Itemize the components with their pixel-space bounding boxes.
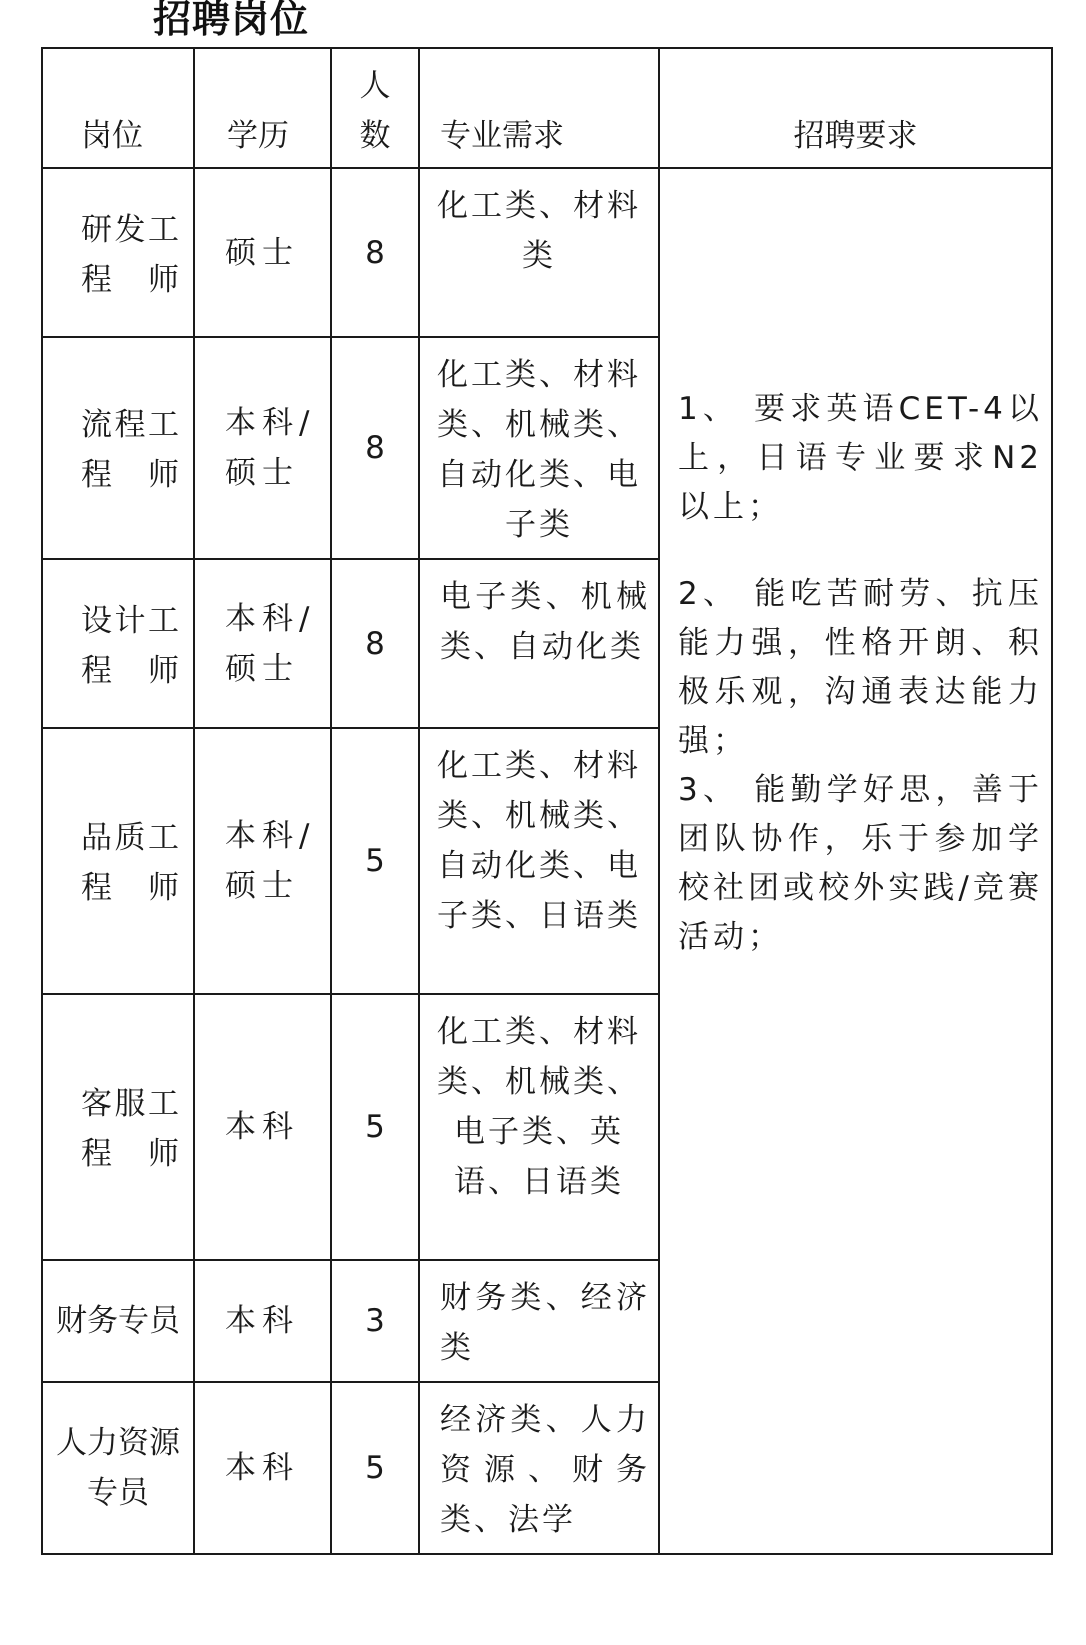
requirement-item-2: 2、 能吃苦耐劳、抗压能力强，性格开朗、积极乐观，沟通表达能力强； bbox=[678, 576, 1043, 759]
position-cell: 财务专员 bbox=[42, 1260, 194, 1382]
major-cell: 化工类、材料类、机械类、电子类、英语、日语类 bbox=[419, 994, 659, 1260]
count-cell: 5 bbox=[331, 1382, 419, 1554]
education-cell: 本科/硕士 bbox=[194, 337, 331, 559]
header-position: 岗位 bbox=[42, 48, 194, 168]
count-cell: 5 bbox=[331, 994, 419, 1260]
major-cell: 化工类、材料类、机械类、自动化类、电子类 bbox=[419, 337, 659, 559]
header-count-line2: 数 bbox=[359, 118, 391, 154]
count-cell: 8 bbox=[331, 559, 419, 728]
major-cell: 电子类、机械类、自动化类 bbox=[419, 559, 659, 728]
education-cell: 硕士 bbox=[194, 168, 331, 337]
requirement-item-1: 1、 要求英语CET-4以上，日语专业要求N2以上； bbox=[678, 391, 1043, 525]
major-cell: 财务类、经济类 bbox=[419, 1260, 659, 1382]
position-cell: 客服工程师 bbox=[42, 994, 194, 1260]
header-requirements: 招聘要求 bbox=[659, 48, 1052, 168]
count-cell: 8 bbox=[331, 337, 419, 559]
education-cell: 本科/硕士 bbox=[194, 559, 331, 728]
position-cell: 流程工程师 bbox=[42, 337, 194, 559]
major-cell: 经济类、人力资源、财务类、法学 bbox=[419, 1382, 659, 1554]
education-cell: 本科/硕士 bbox=[194, 728, 331, 994]
major-cell: 化工类、材料类、机械类、自动化类、电子类、日语类 bbox=[419, 728, 659, 994]
header-count bbox=[331, 48, 419, 168]
header-major: 专业需求 bbox=[419, 48, 659, 168]
table-row bbox=[42, 168, 1052, 337]
position-cell: 研发工程师 bbox=[42, 168, 194, 337]
education-cell: 本科 bbox=[194, 1382, 331, 1554]
requirements-cell bbox=[659, 168, 1052, 1554]
education-cell: 本科 bbox=[194, 1260, 331, 1382]
count-cell: 5 bbox=[331, 728, 419, 994]
count-cell: 8 bbox=[331, 168, 419, 337]
page-title: 招聘岗位 bbox=[153, 0, 310, 41]
recruitment-table bbox=[41, 47, 1053, 1555]
position-cell: 人力资源专员 bbox=[42, 1382, 194, 1554]
position-cell: 品质工程师 bbox=[42, 728, 194, 994]
requirement-item-3: 3、 能勤学好思，善于团队协作，乐于参加学校社团或校外实践/竞赛活动； bbox=[678, 772, 1043, 955]
major-cell: 化工类、材料类 bbox=[419, 168, 659, 337]
header-count-line1: 人 bbox=[359, 68, 391, 104]
position-cell: 设计工程师 bbox=[42, 559, 194, 728]
header-education: 学历 bbox=[194, 48, 331, 168]
table-header-row bbox=[42, 48, 1052, 168]
count-cell: 3 bbox=[331, 1260, 419, 1382]
education-cell: 本科 bbox=[194, 994, 331, 1260]
